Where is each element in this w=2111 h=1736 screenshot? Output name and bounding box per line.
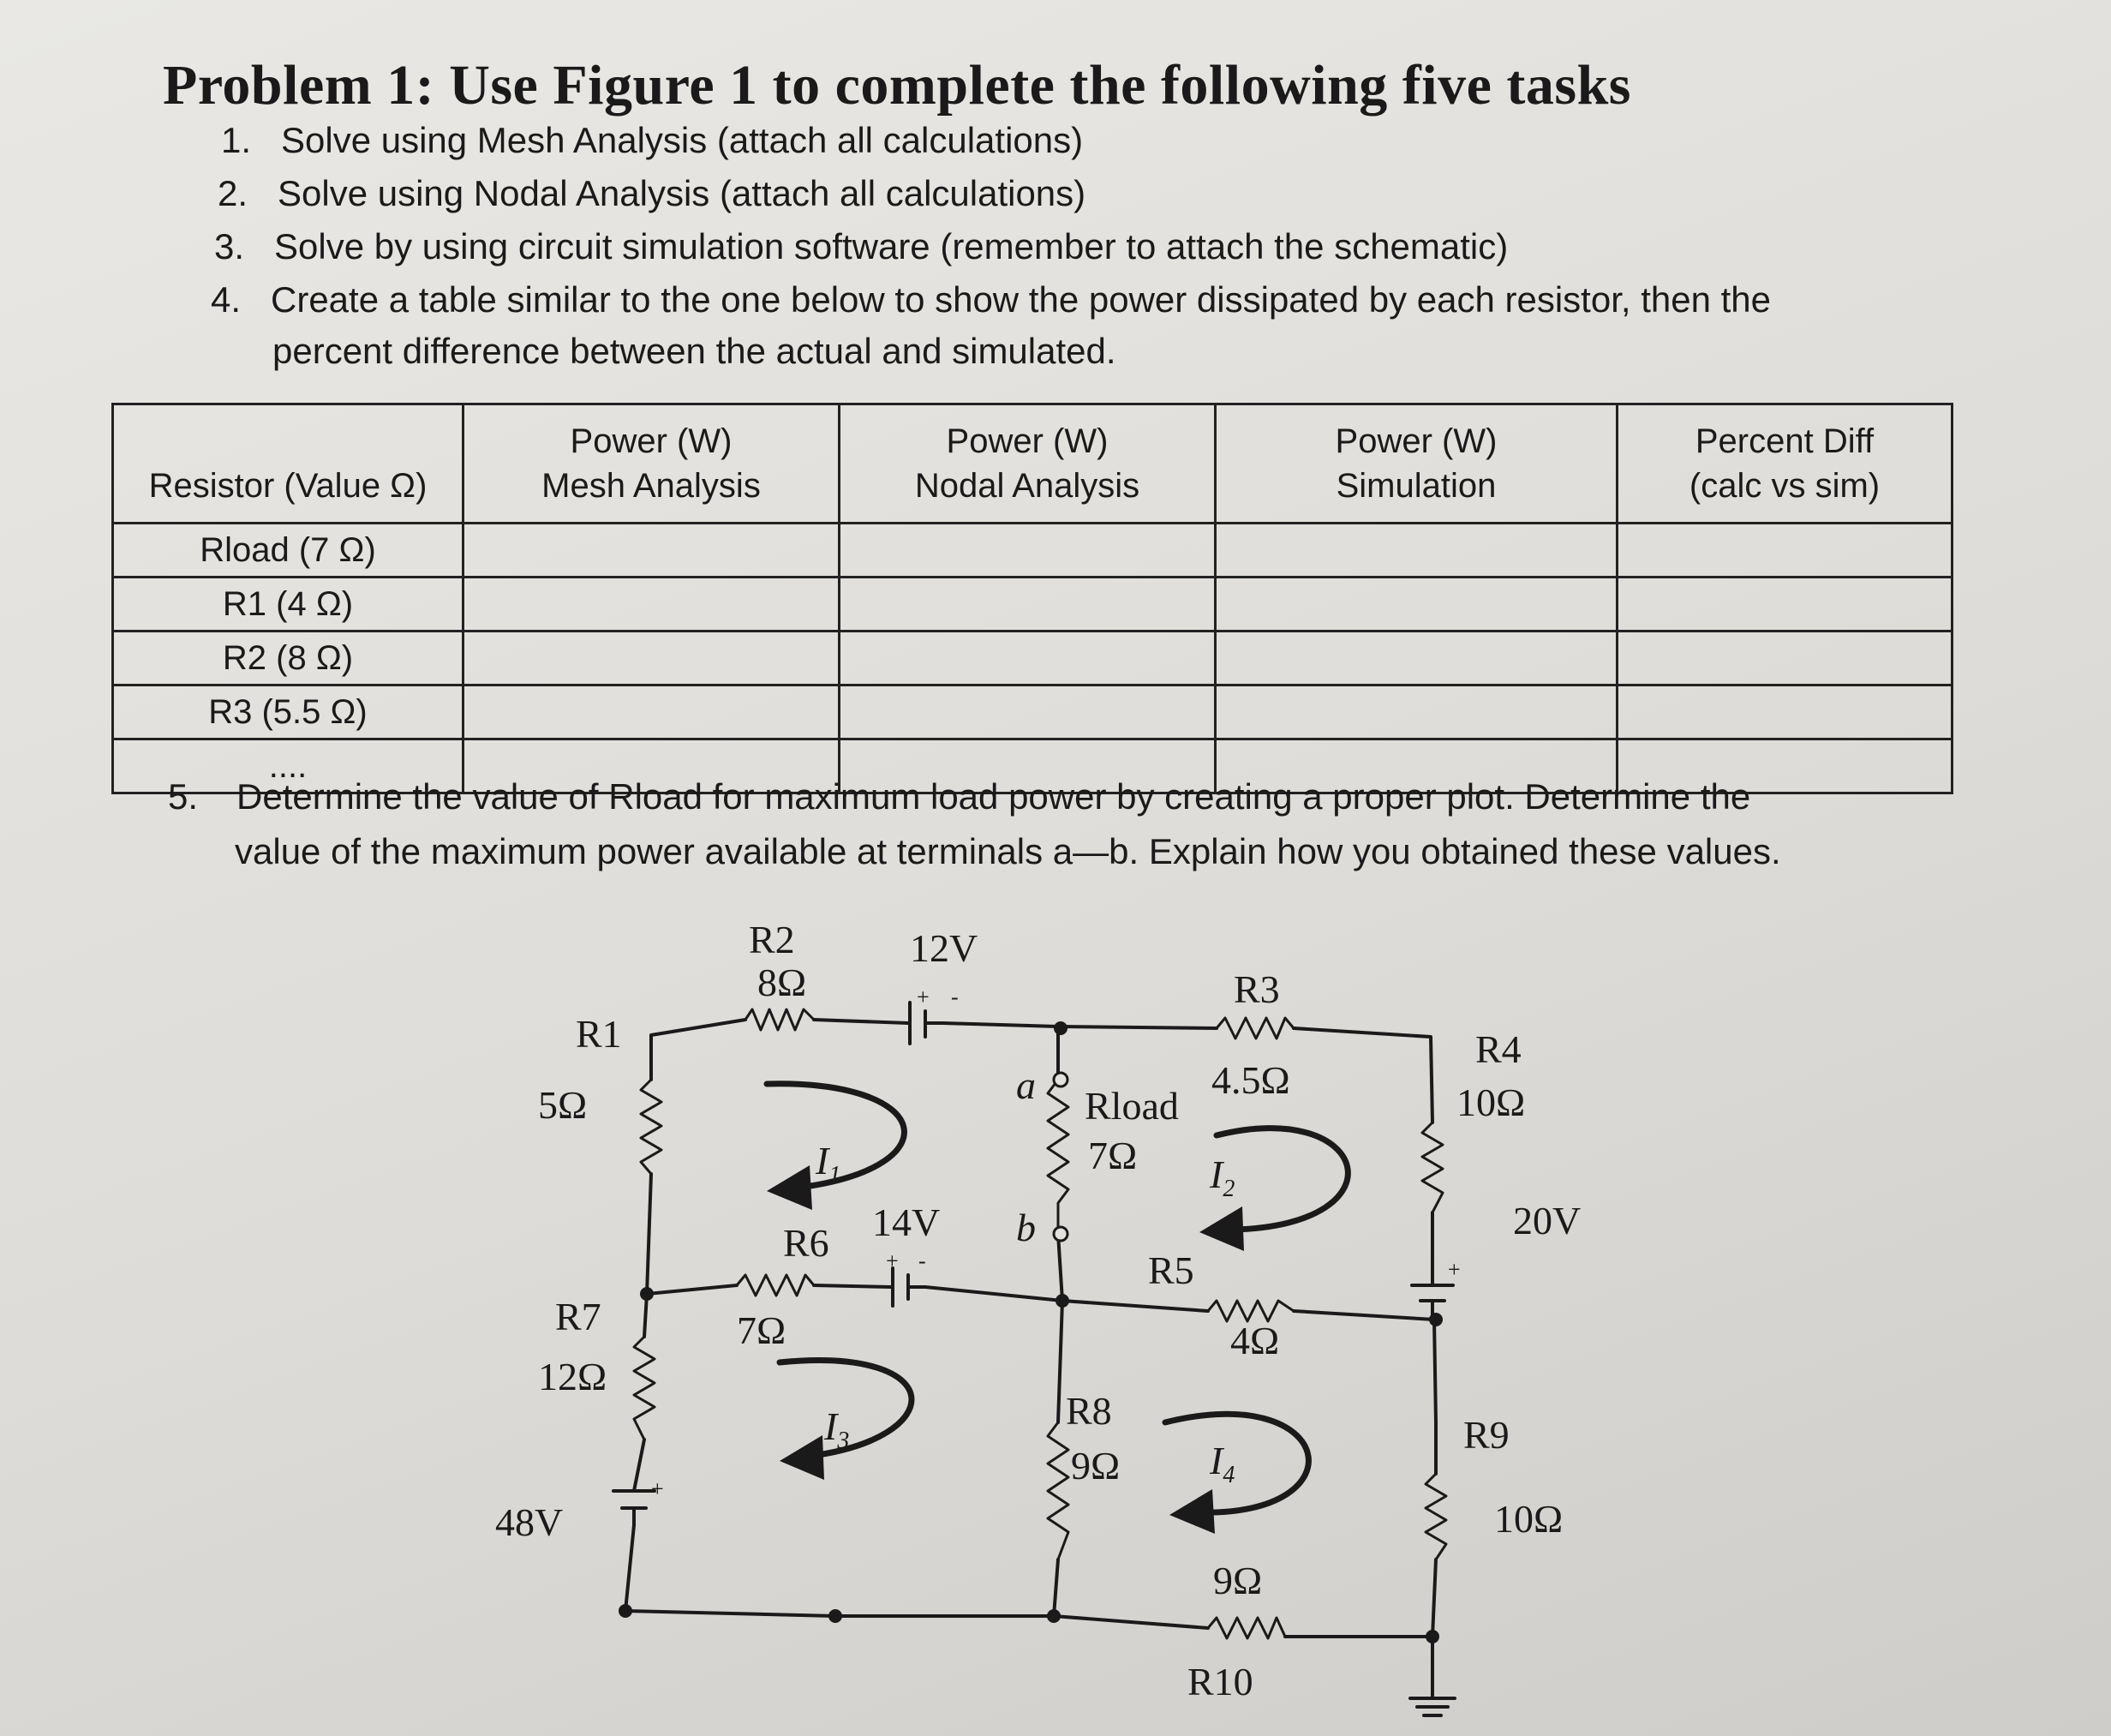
table-cell[interactable] xyxy=(1216,685,1618,739)
table-header-row xyxy=(113,404,1953,524)
header-nodal xyxy=(840,404,1216,524)
table-cell[interactable] xyxy=(840,632,1216,685)
task-text: Solve using Nodal Analysis (attach all calculations) xyxy=(278,173,1086,213)
r5-name: R5 xyxy=(1148,1248,1194,1292)
resistor-rload-symbol xyxy=(1048,1080,1068,1234)
rload-name: Rload xyxy=(1085,1084,1179,1128)
header-line2: Mesh Analysis xyxy=(541,467,761,505)
header-simulation xyxy=(1216,404,1618,524)
node-dot xyxy=(1426,1630,1439,1643)
header-percent-diff xyxy=(1618,404,1953,524)
v48-plus: + xyxy=(651,1476,664,1501)
task-text: Solve using Mesh Analysis (attach all calculations) xyxy=(281,120,1084,160)
task-5 xyxy=(168,776,1750,817)
node-dot xyxy=(1054,1021,1067,1035)
task-number: 5. xyxy=(168,776,199,817)
table-cell[interactable] xyxy=(1216,524,1618,578)
resistor-r1-symbol xyxy=(641,1080,661,1174)
r2-value: 8Ω xyxy=(757,961,807,1004)
resistor-r8-symbol xyxy=(1048,1422,1068,1559)
task-4 xyxy=(211,279,1771,320)
r5-value: 4Ω xyxy=(1230,1319,1280,1362)
header-line2: Nodal Analysis xyxy=(914,467,1140,505)
mesh-i1-arrowhead xyxy=(767,1165,812,1210)
task-text: Create a table similar to the one below to show the power dissipated by each resistor, then the xyxy=(271,279,1771,320)
mesh-i4-label: $I_4$ xyxy=(1210,1439,1235,1488)
r9-name: R9 xyxy=(1463,1413,1510,1457)
node-dot xyxy=(1047,1609,1061,1623)
v14-minus: - xyxy=(918,1248,926,1273)
node-dot xyxy=(1056,1294,1069,1308)
resistor-r4-symbol xyxy=(1422,1122,1443,1212)
task-2 xyxy=(218,173,1085,214)
row-label: R1 (4 Ω) xyxy=(113,578,463,632)
header-line1 xyxy=(121,419,455,464)
r2-name: R2 xyxy=(749,918,795,961)
task-1 xyxy=(221,120,1083,161)
ground-icon xyxy=(1410,1688,1455,1715)
header-line1: Power (W) xyxy=(1335,422,1498,460)
table-cell[interactable] xyxy=(463,578,840,632)
task-number: 3. xyxy=(214,226,245,266)
battery-14v-symbol xyxy=(893,1268,925,1306)
terminal-b-circle xyxy=(1054,1227,1067,1241)
table-row xyxy=(113,632,1953,685)
table-cell[interactable] xyxy=(463,632,840,685)
terminal-b-label: b xyxy=(1016,1206,1036,1249)
task-number: 1. xyxy=(221,120,252,160)
header-line1: Percent Diff xyxy=(1695,422,1875,460)
problem-title: Problem 1: Use Figure 1 to complete the following five tasks xyxy=(163,54,1631,117)
terminal-a-circle xyxy=(1054,1073,1067,1086)
row-label: Rload (7 Ω) xyxy=(113,524,463,578)
task-number: 2. xyxy=(218,173,248,213)
resistor-r2-symbol xyxy=(745,1009,814,1030)
r7-value: 12Ω xyxy=(538,1355,607,1398)
node-dot xyxy=(619,1604,632,1618)
v20-plus: + xyxy=(1448,1257,1461,1282)
table-row xyxy=(113,685,1953,739)
table-cell[interactable] xyxy=(1618,524,1953,578)
resistor-r10-symbol xyxy=(1208,1618,1285,1638)
task-3 xyxy=(214,226,1508,267)
header-mesh xyxy=(463,404,840,524)
circuit-wires xyxy=(625,1020,1436,1688)
r1-value: 5Ω xyxy=(538,1083,588,1127)
v14-label: 14V xyxy=(872,1200,941,1244)
resistor-r3-symbol xyxy=(1217,1018,1294,1039)
r8-value: 9Ω xyxy=(1071,1444,1121,1488)
node-dot xyxy=(640,1287,654,1301)
header-line2: Resistor (Value Ω) xyxy=(148,467,428,505)
header-resistor xyxy=(113,404,463,524)
mesh-i4-arrow xyxy=(1165,1414,1308,1512)
v20-label: 20V xyxy=(1513,1199,1582,1242)
mesh-arrowheads xyxy=(767,1165,1244,1534)
table-cell[interactable] xyxy=(1216,632,1618,685)
v12-plus: + xyxy=(917,985,930,1009)
mesh-i2-label: $I_2$ xyxy=(1210,1152,1235,1202)
task-5-continued: value of the maximum power available at terminals a—b. Explain how you obtained these values. xyxy=(235,831,1781,871)
table-cell[interactable] xyxy=(463,685,840,739)
power-table xyxy=(111,403,1953,794)
r6-value: 7Ω xyxy=(737,1308,786,1352)
r4-name: R4 xyxy=(1475,1027,1522,1071)
circuit-figure xyxy=(0,891,2111,1736)
r4-value: 10Ω xyxy=(1456,1081,1526,1124)
r7-name: R7 xyxy=(555,1295,601,1338)
rload-value: 7Ω xyxy=(1088,1134,1138,1177)
row-label: R2 (8 Ω) xyxy=(113,632,463,685)
table-cell[interactable] xyxy=(840,578,1216,632)
task-text: Solve by using circuit simulation software (remember to attach the schematic) xyxy=(274,226,1509,266)
r3-value: 4.5Ω xyxy=(1211,1058,1290,1102)
resistor-r6-symbol xyxy=(737,1275,814,1296)
table-cell[interactable] xyxy=(1216,578,1618,632)
table-cell[interactable] xyxy=(1618,685,1953,739)
v12-label: 12V xyxy=(910,926,978,970)
r3-name: R3 xyxy=(1234,967,1280,1011)
header-line2: Simulation xyxy=(1336,467,1497,505)
table-row xyxy=(113,524,1953,578)
table-cell[interactable] xyxy=(463,524,840,578)
r1-name: R1 xyxy=(576,1012,622,1056)
r8-name: R8 xyxy=(1066,1389,1112,1433)
table-cell[interactable] xyxy=(840,524,1216,578)
task-text: Determine the value of Rload for maximum load power by creating a proper plot. Determine the xyxy=(236,776,1751,817)
terminal-a-label: a xyxy=(1016,1063,1036,1107)
table-row xyxy=(113,578,1953,632)
v48-label: 48V xyxy=(495,1500,564,1544)
r10-value: 9Ω xyxy=(1213,1559,1263,1602)
r10-name: R10 xyxy=(1187,1660,1253,1703)
header-line2: (calc vs sim) xyxy=(1689,467,1881,505)
row-label: .... xyxy=(113,739,463,793)
task-number: 4. xyxy=(211,279,242,320)
battery-48v-symbol xyxy=(613,1491,655,1525)
header-line1: Power (W) xyxy=(946,422,1109,460)
r9-value: 10Ω xyxy=(1494,1497,1564,1541)
node-dot xyxy=(828,1609,842,1623)
resistor-r7-symbol xyxy=(634,1337,655,1440)
node-dot xyxy=(1429,1313,1443,1326)
mesh-i1-label: $I_1$ xyxy=(816,1139,841,1188)
resistor-r9-symbol xyxy=(1426,1474,1446,1559)
table-cell[interactable] xyxy=(840,685,1216,739)
mesh-i2-arrowhead xyxy=(1199,1206,1244,1251)
v12-minus: - xyxy=(951,985,959,1009)
r6-name: R6 xyxy=(783,1221,829,1265)
mesh-i3-label: $I_3$ xyxy=(824,1404,850,1454)
v14-plus: + xyxy=(886,1248,899,1273)
mesh-i3-arrowhead xyxy=(780,1435,824,1480)
row-label: R3 (5.5 Ω) xyxy=(113,685,463,739)
header-line1: Power (W) xyxy=(570,422,733,460)
task-4-continued: percent difference between the actual and simulated. xyxy=(272,331,1116,371)
table-cell[interactable] xyxy=(1618,578,1953,632)
mesh-i4-arrowhead xyxy=(1169,1489,1215,1534)
table-cell[interactable] xyxy=(1618,632,1953,685)
